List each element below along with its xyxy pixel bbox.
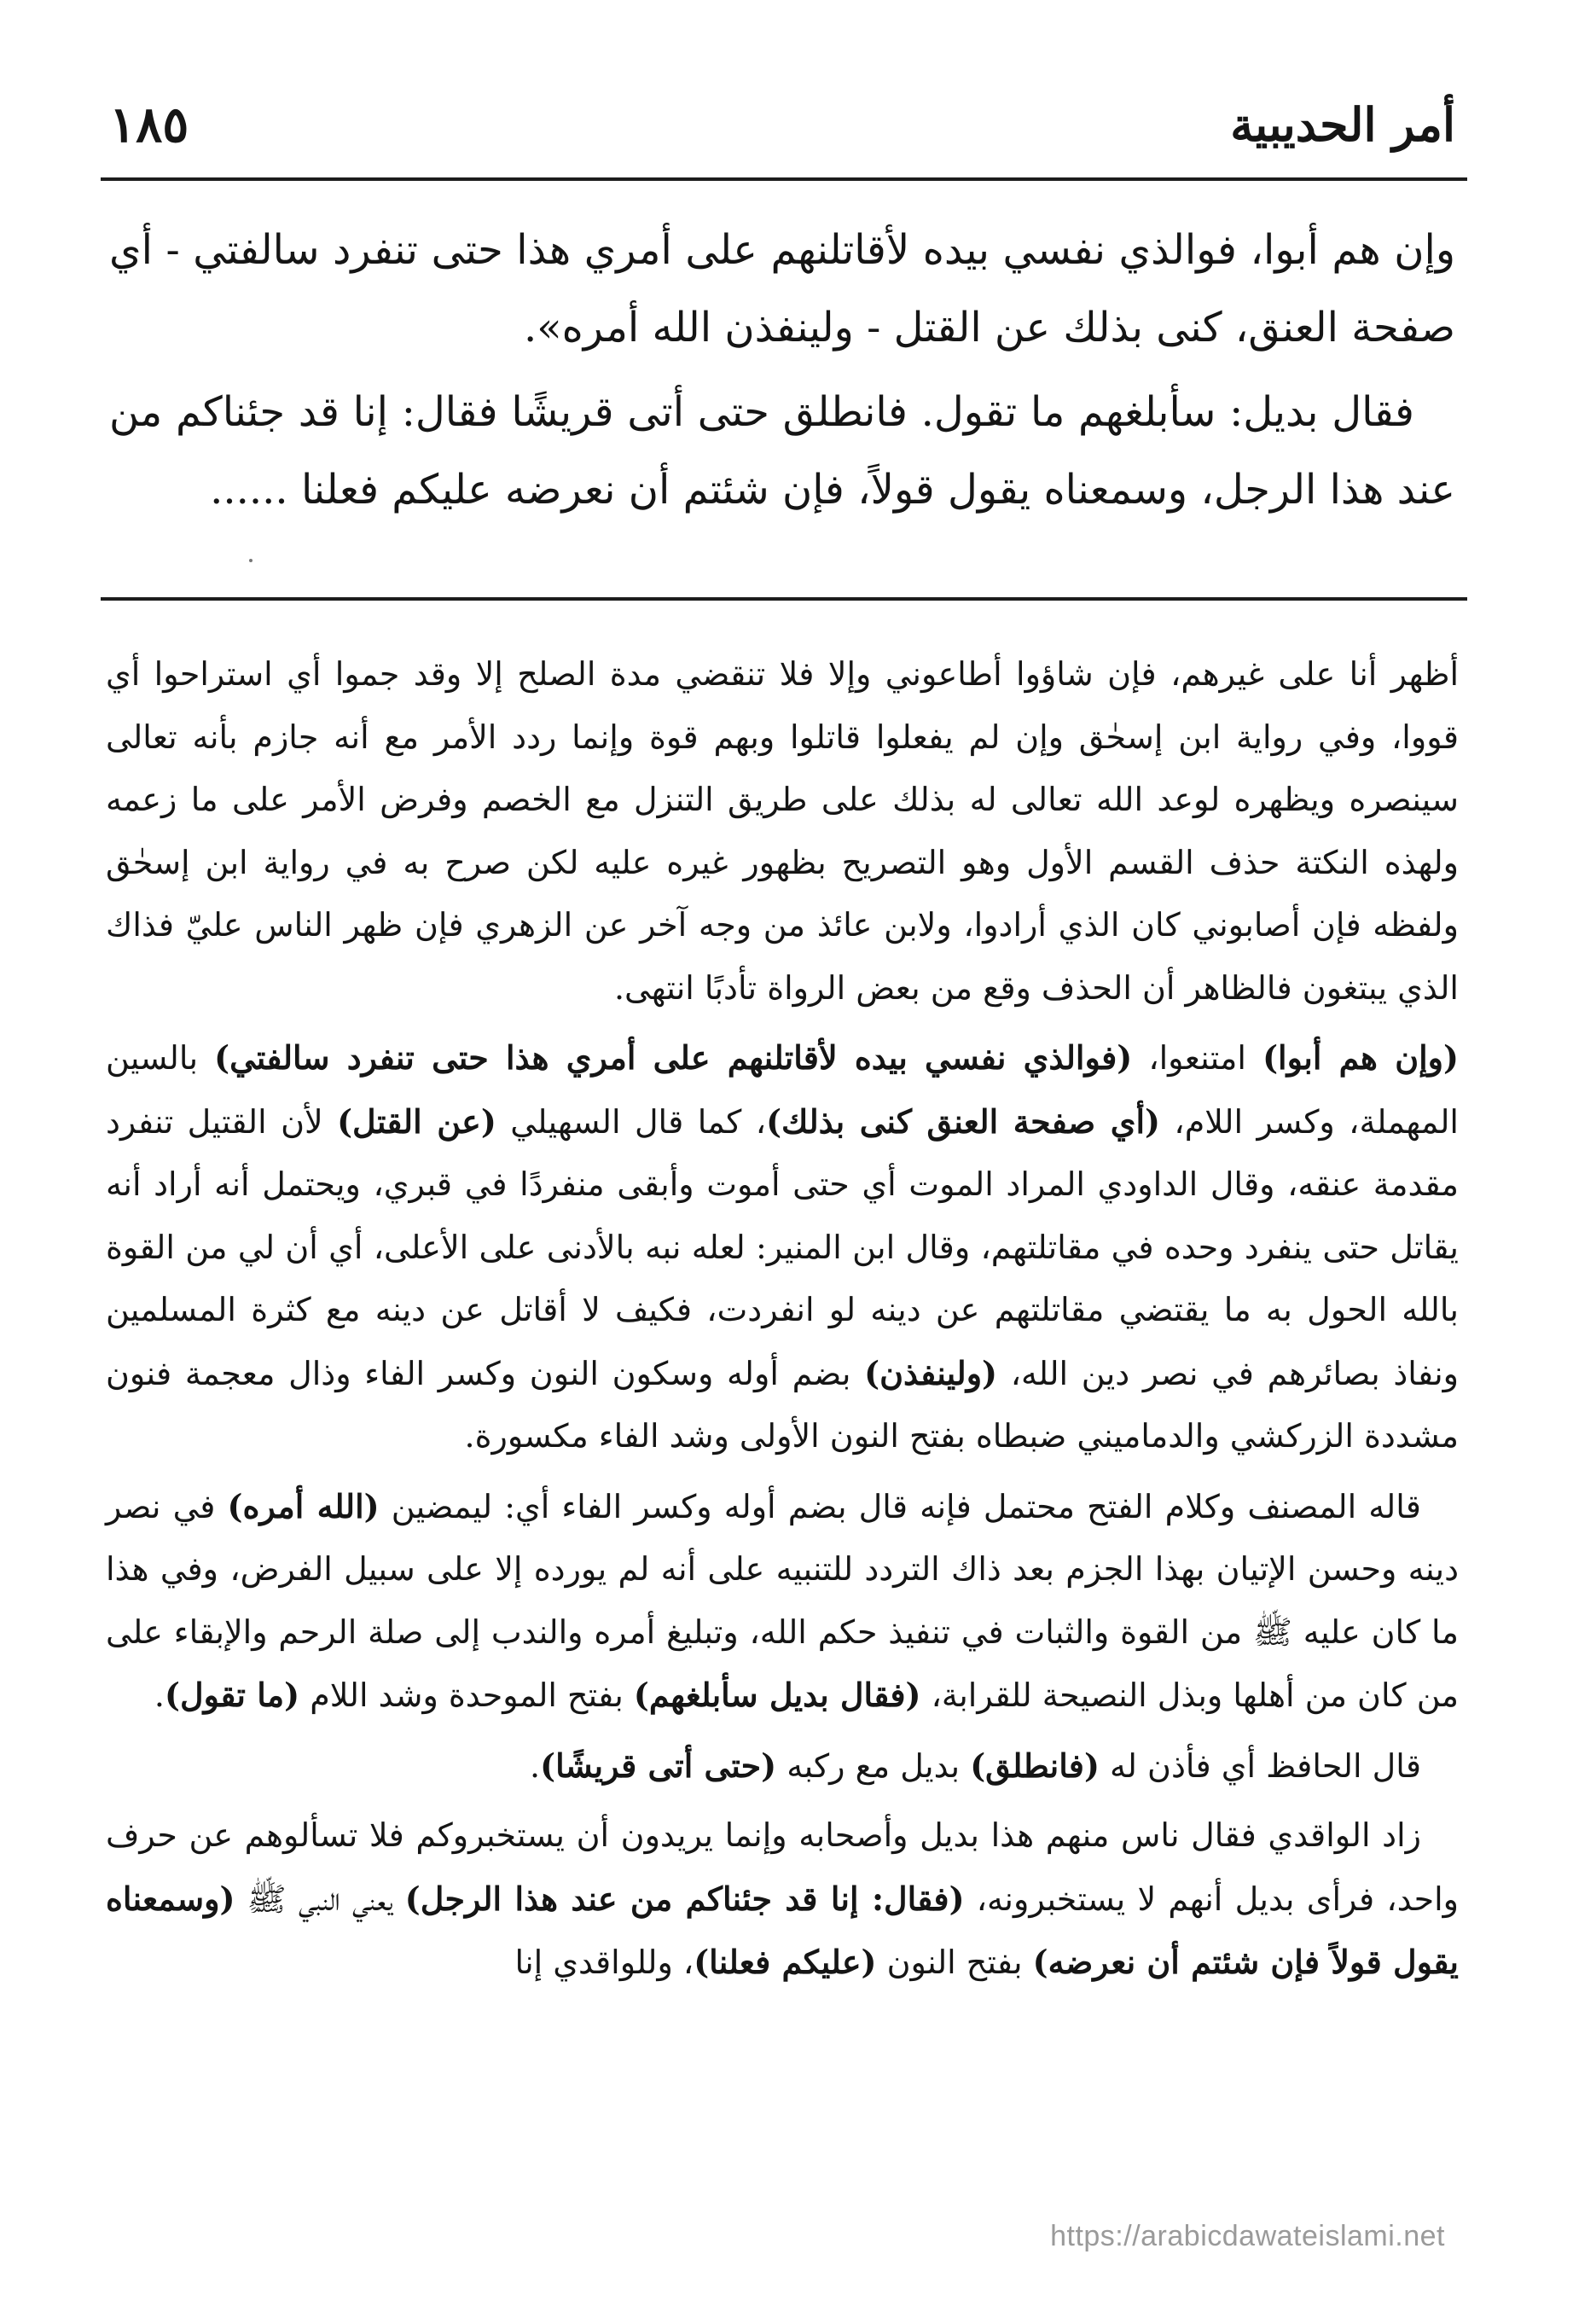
chapter-title: أمر الحديبية [1230, 97, 1455, 152]
commentary-span: بديل مع ركبه [776, 1746, 971, 1785]
hadith-text [109, 212, 1455, 529]
commentary-span: . [530, 1746, 541, 1785]
scan-speck [249, 559, 252, 562]
quoted-phrase: (عليكم فعلنا) [694, 1943, 877, 1981]
quoted-phrase: (فقال بديل سأبلغهم) [633, 1676, 921, 1714]
commentary-paragraph [106, 1475, 1459, 1728]
commentary-span: بفتح الموحدة وشد اللام [299, 1676, 634, 1714]
hadith-paragraph: وإن هم أبوا، فوالذي نفسي بيده لأقاتلنهم على أمري هذا حتى تنفرد سالفتي - أي صفحة العنق، كنى بذلك عن القتل - ولينفذن الله أمره». [109, 226, 1455, 352]
quoted-phrase: (حتى أتى قريشًا) [540, 1746, 777, 1785]
commentary-span: امتنعوا، [1132, 1039, 1263, 1077]
commentary-span: بفتح النون [876, 1943, 1033, 1981]
commentary-paragraph: أظهر أنا على غيرهم، فإن شاؤوا أطاعوني وإلا فلا تنقضي مدة الصلح إلا وقد جموا أي استراحوا أي قووا، وفي رواية ابن إسحٰق وإن لم يفعلوا قاتلوا وبهم قوة وإنما ردد الأمر مع أنه جازم بأنه تعالى سينصره ويظهره لوعد الله تعالى له بذلك على طريق التنزل مع الخصم وفرض الأمر على ما زعمه ولهذه النكتة حذف القسم الأول وهو التصريح بظهور غيره عليه لكن صرح به في رواية ابن إسحٰق ولفظه فإن أصابوني كان الذي أرادوا، ولابن عائذ من وجه آخر عن الزهري فإن ظهر الناس عليّ فذاك الذي يبتغون فالظاهر أن الحذف وقع من بعض الرواة تأدبًا انتهى. [106, 655, 1459, 1007]
quoted-phrase: (فقال: إنا قد جئناكم من عند هذا الرجل) [404, 1879, 965, 1918]
commentary-span: قال الحافظ أي فأذن له [1099, 1746, 1421, 1785]
quoted-phrase: (فانطلق) [970, 1746, 1100, 1785]
hadith-paragraph: فقال بديل: سأبلغهم ما تقول. فانطلق حتى أتى قريشًا فقال: إنا قد جئناكم من عند هذا الرجل، وسمعناه يقول قولاً، فإن شئتم أن نعرضه عليكم فعلنا ...... [109, 388, 1455, 514]
commentary-span: ، وللواقدي إنا [514, 1943, 694, 1981]
commentary-span: يعني النبي ﷺ [235, 1880, 405, 1918]
quoted-phrase: (أي صفحة العنق كنى بذلك) [766, 1101, 1160, 1141]
commentary-span: قاله المصنف وكلام الفتح محتمل فإنه قال بضم أوله وكسر الفاء أي: ليمضين [379, 1487, 1421, 1525]
source-watermark: https://arabicdawateislami.net [1050, 2220, 1445, 2252]
page-number: ١٨٥ [109, 96, 189, 154]
quoted-phrase: (ولينفذن) [864, 1353, 998, 1392]
commentary-span: بالسين المهملة، وكسر اللام، [106, 1039, 1459, 1141]
commentary-span: في نصر دينه وحسن الإتيان بهذا الجزم بعد ذاك التردد للتنبيه على أنه لم يورده إلا على سبيل الفرض، وفي هذا ما كان عليه ﷺ من القوة والثبات في تنفيذ حكم الله، وتبليغ أمره والندب إلى صلة الرحم والإبقاء على من كان من أهلها وبذل النصيحة للقرابة، [106, 1487, 1459, 1714]
commentary-span: زاد الواقدي فقال ناس منهم هذا بديل وأصحابه وإنما يريدون أن يستخبروكم فلا تسألوهم عن حرف واحد، فرأى بديل أنهم لا يستخبرونه، [106, 1816, 1459, 1918]
commentary-text [106, 643, 1459, 1995]
quoted-phrase: (ما تقول) [164, 1676, 300, 1714]
running-header [109, 85, 1455, 179]
quoted-phrase: (الله أمره) [227, 1486, 380, 1525]
commentary-paragraph [106, 1804, 1459, 1995]
commentary-paragraph [106, 1026, 1459, 1468]
commentary-separator-rule [101, 597, 1467, 601]
quoted-phrase: (وإن هم أبوا) [1262, 1038, 1459, 1077]
commentary-paragraph [106, 1734, 1459, 1798]
commentary-span: . [154, 1676, 165, 1714]
quoted-phrase: (فوالذي نفسي بيده لأقاتلنهم على أمري هذا حتى تنفرد سالفتي) [214, 1038, 1133, 1077]
commentary-span: بضم أوله وسكون النون وكسر الفاء وذال معجمة فنون مشددة الزركشي والدماميني ضبطاه بفتح النون الأولى وشد الفاء مكسورة. [106, 1354, 1459, 1455]
commentary-span: ، كما قال السهيلي [496, 1102, 767, 1141]
quoted-phrase: (وسمعناه يقول قولاً فإن شئتم أن نعرضه) [106, 1879, 1459, 1981]
quoted-phrase: (عن القتل) [337, 1101, 496, 1141]
commentary-span: لأن القتيل تنفرد مقدمة عنقه، وقال الداودي المراد الموت أي حتى أموت وأبقى منفردًا في قبري، ويحتمل أنه أراد أنه يقاتل حتى ينفرد وحده في مقاتلتهم، وقال ابن المنير: لعله نبه بالأدنى على الأعلى، أي أن لي من القوة بالله الحول به ما يقتضي مقاتلتهم عن دينه لو انفردت، فكيف لا أقاتل عن دينه مع كثرة المسلمين ونفاذ بصائرهم في نصر دين الله، [106, 1102, 1460, 1392]
header-rule [101, 177, 1467, 181]
